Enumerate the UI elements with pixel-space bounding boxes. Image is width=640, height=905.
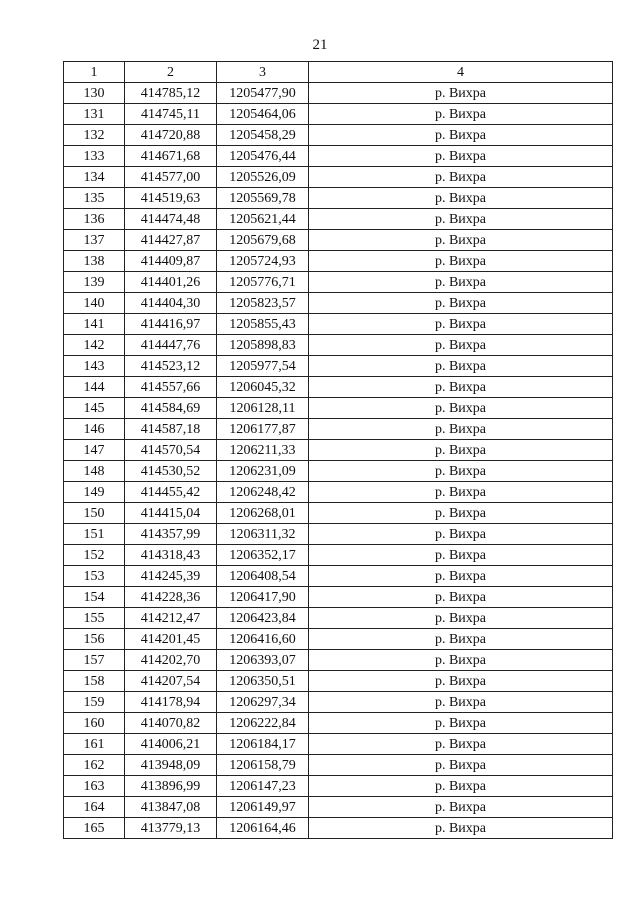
point-number-cell: 154: [64, 587, 125, 608]
y-coordinate-cell: 1206416,60: [217, 629, 309, 650]
description-cell: р. Вихра: [309, 671, 613, 692]
point-number-cell: 145: [64, 398, 125, 419]
x-coordinate-cell: 414212,47: [125, 608, 217, 629]
description-cell: р. Вихра: [309, 209, 613, 230]
table-row: [64, 734, 613, 755]
table-row: [64, 545, 613, 566]
description-cell: р. Вихра: [309, 335, 613, 356]
table-row: [64, 293, 613, 314]
table-header-row: [64, 62, 613, 83]
point-number-cell: 161: [64, 734, 125, 755]
x-coordinate-cell: 414785,12: [125, 83, 217, 104]
description-cell: р. Вихра: [309, 776, 613, 797]
table-row: [64, 167, 613, 188]
y-coordinate-cell: 1206222,84: [217, 713, 309, 734]
x-coordinate-cell: 414202,70: [125, 650, 217, 671]
table-row: [64, 398, 613, 419]
x-coordinate-cell: 414427,87: [125, 230, 217, 251]
point-number-cell: 142: [64, 335, 125, 356]
y-coordinate-cell: 1205977,54: [217, 356, 309, 377]
point-number-cell: 149: [64, 482, 125, 503]
y-coordinate-cell: 1205526,09: [217, 167, 309, 188]
description-cell: р. Вихра: [309, 524, 613, 545]
y-coordinate-cell: 1205823,57: [217, 293, 309, 314]
y-coordinate-cell: 1206128,11: [217, 398, 309, 419]
description-cell: р. Вихра: [309, 251, 613, 272]
table-row: [64, 230, 613, 251]
x-coordinate-cell: 414404,30: [125, 293, 217, 314]
x-coordinate-cell: 414415,04: [125, 503, 217, 524]
y-coordinate-cell: 1205776,71: [217, 272, 309, 293]
x-coordinate-cell: 414409,87: [125, 251, 217, 272]
table-row: [64, 356, 613, 377]
y-coordinate-cell: 1205621,44: [217, 209, 309, 230]
description-cell: р. Вихра: [309, 356, 613, 377]
x-coordinate-cell: 413847,08: [125, 797, 217, 818]
x-coordinate-cell: 413896,99: [125, 776, 217, 797]
x-coordinate-cell: 414570,54: [125, 440, 217, 461]
y-coordinate-cell: 1205458,29: [217, 125, 309, 146]
column-header: 4: [309, 62, 613, 83]
description-cell: р. Вихра: [309, 314, 613, 335]
table-row: [64, 692, 613, 713]
table-row: [64, 629, 613, 650]
x-coordinate-cell: 414584,69: [125, 398, 217, 419]
point-number-cell: 137: [64, 230, 125, 251]
y-coordinate-cell: 1206268,01: [217, 503, 309, 524]
y-coordinate-cell: 1206177,87: [217, 419, 309, 440]
description-cell: р. Вихра: [309, 377, 613, 398]
y-coordinate-cell: 1206408,54: [217, 566, 309, 587]
coordinates-table: [63, 61, 613, 839]
point-number-cell: 152: [64, 545, 125, 566]
description-cell: р. Вихра: [309, 230, 613, 251]
y-coordinate-cell: 1205476,44: [217, 146, 309, 167]
x-coordinate-cell: 414671,68: [125, 146, 217, 167]
point-number-cell: 147: [64, 440, 125, 461]
table-row: [64, 818, 613, 839]
point-number-cell: 163: [64, 776, 125, 797]
point-number-cell: 143: [64, 356, 125, 377]
description-cell: р. Вихра: [309, 587, 613, 608]
x-coordinate-cell: 414178,94: [125, 692, 217, 713]
table-body: [64, 83, 613, 839]
description-cell: р. Вихра: [309, 83, 613, 104]
table-row: [64, 797, 613, 818]
point-number-cell: 144: [64, 377, 125, 398]
point-number-cell: 133: [64, 146, 125, 167]
point-number-cell: 165: [64, 818, 125, 839]
x-coordinate-cell: 414523,12: [125, 356, 217, 377]
y-coordinate-cell: 1206248,42: [217, 482, 309, 503]
table-row: [64, 440, 613, 461]
y-coordinate-cell: 1205898,83: [217, 335, 309, 356]
point-number-cell: 138: [64, 251, 125, 272]
description-cell: р. Вихра: [309, 650, 613, 671]
x-coordinate-cell: 414070,82: [125, 713, 217, 734]
table-row: [64, 104, 613, 125]
point-number-cell: 136: [64, 209, 125, 230]
description-cell: р. Вихра: [309, 713, 613, 734]
description-cell: р. Вихра: [309, 461, 613, 482]
y-coordinate-cell: 1206417,90: [217, 587, 309, 608]
point-number-cell: 146: [64, 419, 125, 440]
x-coordinate-cell: 414745,11: [125, 104, 217, 125]
column-header: 1: [64, 62, 125, 83]
table-row: [64, 83, 613, 104]
y-coordinate-cell: 1206045,32: [217, 377, 309, 398]
x-coordinate-cell: 413779,13: [125, 818, 217, 839]
point-number-cell: 140: [64, 293, 125, 314]
table-row: [64, 524, 613, 545]
table-row: [64, 776, 613, 797]
table-row: [64, 671, 613, 692]
point-number-cell: 162: [64, 755, 125, 776]
table-row: [64, 188, 613, 209]
point-number-cell: 141: [64, 314, 125, 335]
point-number-cell: 131: [64, 104, 125, 125]
description-cell: р. Вихра: [309, 398, 613, 419]
description-cell: р. Вихра: [309, 755, 613, 776]
point-number-cell: 134: [64, 167, 125, 188]
y-coordinate-cell: 1206164,46: [217, 818, 309, 839]
point-number-cell: 159: [64, 692, 125, 713]
column-header: 2: [125, 62, 217, 83]
point-number-cell: 132: [64, 125, 125, 146]
description-cell: р. Вихра: [309, 293, 613, 314]
x-coordinate-cell: 414530,52: [125, 461, 217, 482]
y-coordinate-cell: 1206297,34: [217, 692, 309, 713]
point-number-cell: 164: [64, 797, 125, 818]
table-row: [64, 335, 613, 356]
description-cell: р. Вихра: [309, 482, 613, 503]
table-row: [64, 251, 613, 272]
point-number-cell: 135: [64, 188, 125, 209]
x-coordinate-cell: 414401,26: [125, 272, 217, 293]
table-row: [64, 608, 613, 629]
x-coordinate-cell: 414577,00: [125, 167, 217, 188]
description-cell: р. Вихра: [309, 566, 613, 587]
point-number-cell: 158: [64, 671, 125, 692]
table-row: [64, 314, 613, 335]
page-number: 21: [312, 37, 328, 53]
x-coordinate-cell: 414720,88: [125, 125, 217, 146]
table-row: [64, 209, 613, 230]
y-coordinate-cell: 1206231,09: [217, 461, 309, 482]
y-coordinate-cell: 1206423,84: [217, 608, 309, 629]
y-coordinate-cell: 1205855,43: [217, 314, 309, 335]
table-row: [64, 755, 613, 776]
point-number-cell: 151: [64, 524, 125, 545]
point-number-cell: 153: [64, 566, 125, 587]
description-cell: р. Вихра: [309, 692, 613, 713]
x-coordinate-cell: 414357,99: [125, 524, 217, 545]
table-row: [64, 146, 613, 167]
table-row: [64, 482, 613, 503]
description-cell: р. Вихра: [309, 629, 613, 650]
description-cell: р. Вихра: [309, 818, 613, 839]
point-number-cell: 160: [64, 713, 125, 734]
point-number-cell: 130: [64, 83, 125, 104]
y-coordinate-cell: 1206211,33: [217, 440, 309, 461]
table-row: [64, 713, 613, 734]
description-cell: р. Вихра: [309, 146, 613, 167]
y-coordinate-cell: 1206149,97: [217, 797, 309, 818]
description-cell: р. Вихра: [309, 125, 613, 146]
y-coordinate-cell: 1205724,93: [217, 251, 309, 272]
y-coordinate-cell: 1206147,23: [217, 776, 309, 797]
description-cell: р. Вихра: [309, 188, 613, 209]
x-coordinate-cell: 414447,76: [125, 335, 217, 356]
point-number-cell: 157: [64, 650, 125, 671]
description-cell: р. Вихра: [309, 503, 613, 524]
y-coordinate-cell: 1206393,07: [217, 650, 309, 671]
y-coordinate-cell: 1206352,17: [217, 545, 309, 566]
x-coordinate-cell: 414228,36: [125, 587, 217, 608]
table-row: [64, 419, 613, 440]
y-coordinate-cell: 1205679,68: [217, 230, 309, 251]
table-row: [64, 461, 613, 482]
point-number-cell: 155: [64, 608, 125, 629]
x-coordinate-cell: 413948,09: [125, 755, 217, 776]
table-row: [64, 377, 613, 398]
description-cell: р. Вихра: [309, 104, 613, 125]
x-coordinate-cell: 414207,54: [125, 671, 217, 692]
description-cell: р. Вихра: [309, 608, 613, 629]
x-coordinate-cell: 414557,66: [125, 377, 217, 398]
x-coordinate-cell: 414201,45: [125, 629, 217, 650]
y-coordinate-cell: 1206350,51: [217, 671, 309, 692]
table-row: [64, 503, 613, 524]
y-coordinate-cell: 1206158,79: [217, 755, 309, 776]
description-cell: р. Вихра: [309, 419, 613, 440]
x-coordinate-cell: 414519,63: [125, 188, 217, 209]
description-cell: р. Вихра: [309, 272, 613, 293]
y-coordinate-cell: 1206184,17: [217, 734, 309, 755]
y-coordinate-cell: 1206311,32: [217, 524, 309, 545]
x-coordinate-cell: 414416,97: [125, 314, 217, 335]
x-coordinate-cell: 414587,18: [125, 419, 217, 440]
table-row: [64, 650, 613, 671]
description-cell: р. Вихра: [309, 797, 613, 818]
table-row: [64, 272, 613, 293]
x-coordinate-cell: 414006,21: [125, 734, 217, 755]
table-row: [64, 566, 613, 587]
point-number-cell: 156: [64, 629, 125, 650]
description-cell: р. Вихра: [309, 440, 613, 461]
description-cell: р. Вихра: [309, 734, 613, 755]
point-number-cell: 139: [64, 272, 125, 293]
point-number-cell: 150: [64, 503, 125, 524]
table-row: [64, 587, 613, 608]
x-coordinate-cell: 414318,43: [125, 545, 217, 566]
column-header: 3: [217, 62, 309, 83]
description-cell: р. Вихра: [309, 545, 613, 566]
y-coordinate-cell: 1205569,78: [217, 188, 309, 209]
point-number-cell: 148: [64, 461, 125, 482]
x-coordinate-cell: 414455,42: [125, 482, 217, 503]
description-cell: р. Вихра: [309, 167, 613, 188]
x-coordinate-cell: 414474,48: [125, 209, 217, 230]
x-coordinate-cell: 414245,39: [125, 566, 217, 587]
y-coordinate-cell: 1205477,90: [217, 83, 309, 104]
table-row: [64, 125, 613, 146]
y-coordinate-cell: 1205464,06: [217, 104, 309, 125]
